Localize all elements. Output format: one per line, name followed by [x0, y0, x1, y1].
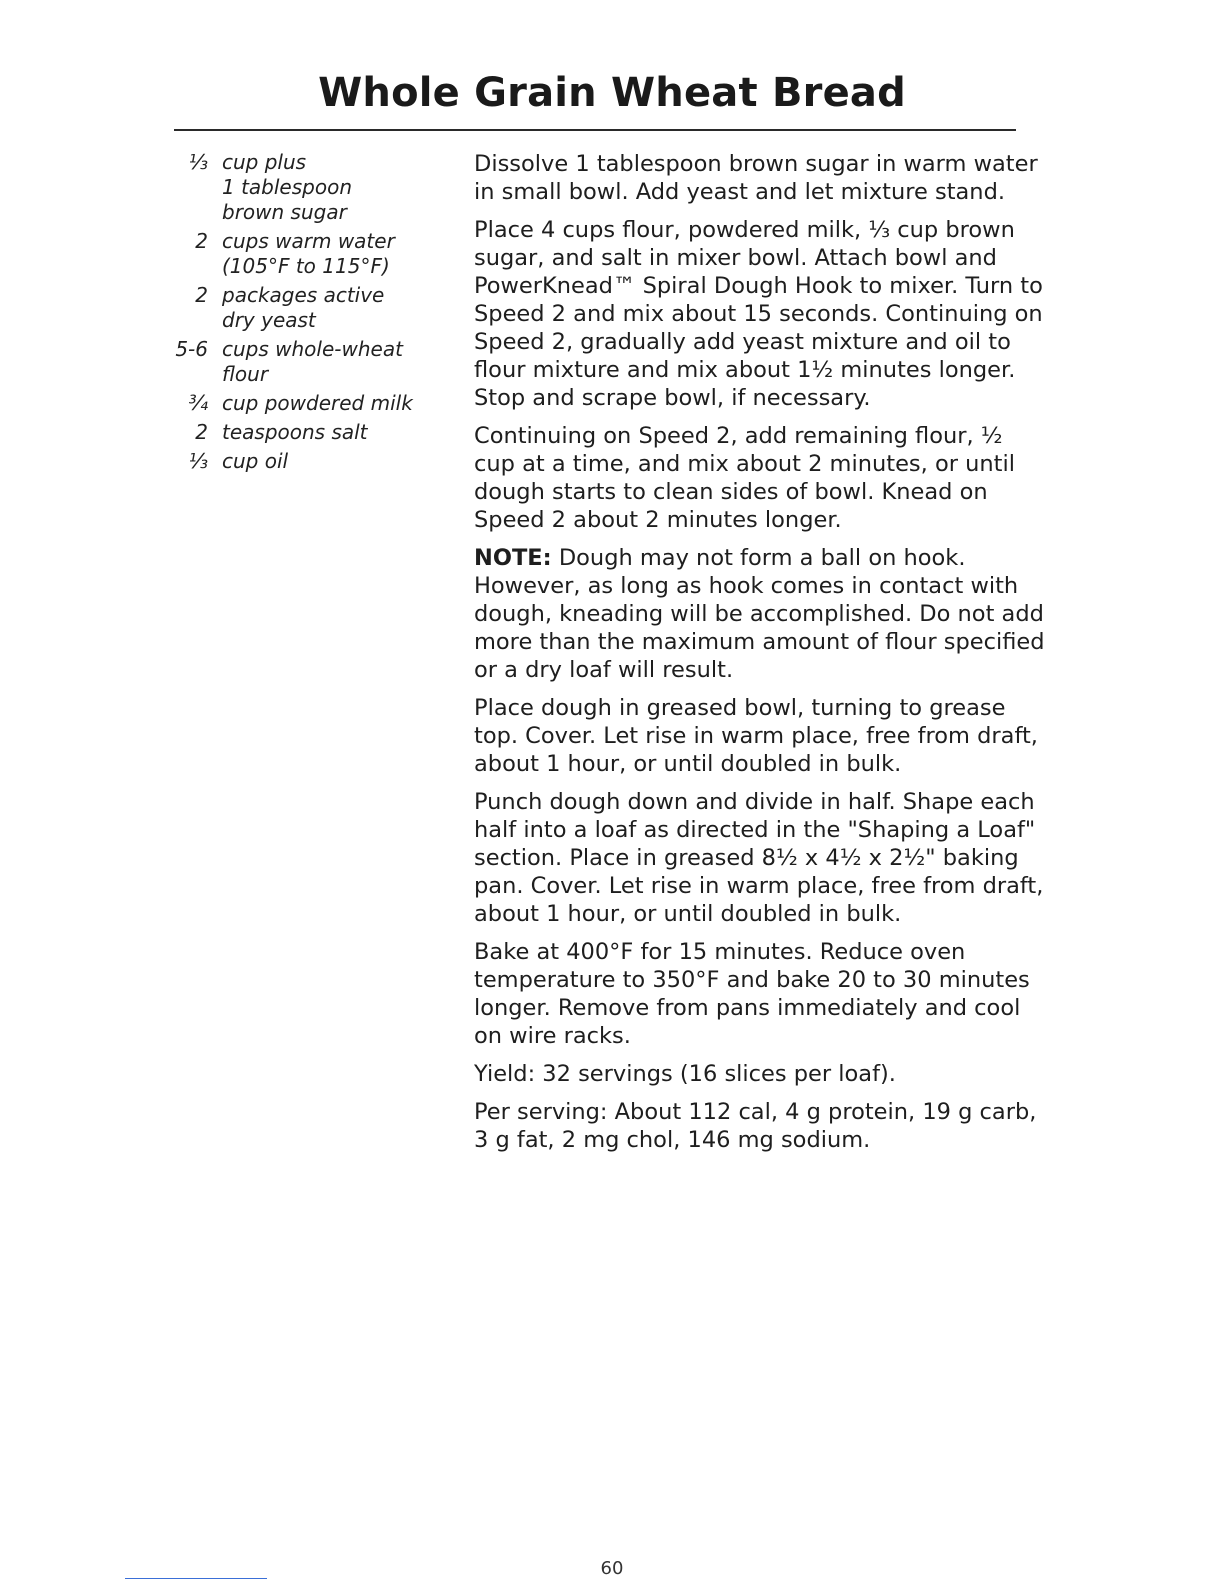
ingredient-item: [170, 229, 460, 279]
ingredient-quantity: 2: [195, 283, 208, 307]
direction-step-shape: Punch dough down and divide in half. Shape each half into a loaf as directed in the "Shaping a Loaf" section. Place in greased 8½ x 4½ x 2½" baking pan. Cover. Let rise in warm place, free from draft, about 1 hour, or until doubled in bulk.: [474, 789, 1044, 927]
ingredient-item: [170, 283, 460, 333]
note-label: NOTE:: [474, 545, 552, 571]
ingredients-list: [170, 150, 460, 478]
ingredient-description: cup plus 1 tablespoon brown sugar: [222, 150, 352, 224]
direction-step-knead: Continuing on Speed 2, add remaining flour, ½ cup at a time, and mix about 2 minutes, or until dough starts to clean sides of bowl. Knead on Speed 2 about 2 minutes longer.: [474, 423, 1015, 533]
direction-step-dissolve: Dissolve 1 tablespoon brown sugar in warm water in small bowl. Add yeast and let mixture stand.: [474, 151, 1038, 205]
recipe-yield: Yield: 32 servings (16 slices per loaf).: [474, 1061, 896, 1087]
ingredient-quantity: ¾: [188, 391, 208, 415]
directions: [474, 150, 1049, 1164]
note-text: Dough may not form a ball on hook. However, as long as hook comes in contact with dough, kneading will be accomplished. Do not add more than the maximum amount of flour specified or a dry loaf will result.: [474, 545, 1045, 683]
direction-step-bake: Bake at 400°F for 15 minutes. Reduce oven temperature to 350°F and bake 20 to 30 minutes longer. Remove from pans immediately and cool on wire racks.: [474, 939, 1030, 1049]
ingredient-description: cup powdered milk: [222, 391, 413, 415]
ingredient-quantity: ⅓: [188, 449, 208, 473]
ingredient-description: cup oil: [222, 449, 289, 473]
direction-step-rise: Place dough in greased bowl, turning to grease top. Cover. Let rise in warm place, free from draft, about 1 hour, or until doubled in bulk.: [474, 695, 1038, 777]
ingredient-item: [170, 337, 460, 387]
ingredient-item: [170, 391, 460, 416]
direction-note: [474, 544, 1049, 684]
ingredient-quantity: 2: [195, 229, 208, 253]
ingredient-description: cups warm water (105°F to 115°F): [222, 229, 395, 278]
ingredient-quantity: 5-6: [175, 337, 208, 361]
ingredient-description: packages active dry yeast: [222, 283, 385, 332]
direction-step-mix: Place 4 cups flour, powdered milk, ⅓ cup brown sugar, and salt in mixer bowl. Attach bowl and PowerKnead™ Spiral Dough Hook to mixer. Turn to Speed 2 and mix about 15 seconds. Continuing on Speed 2, gradually add yeast mixture and oil to flour mixture and mix about 1½ minutes longer. Stop and scrape bowl, if necessary.: [474, 217, 1043, 411]
page-number: 60: [600, 1558, 624, 1579]
ingredient-description: teaspoons salt: [222, 420, 368, 444]
ingredient-item: [170, 449, 460, 474]
scan-edge-line: [125, 1578, 267, 1579]
ingredient-item: [170, 420, 460, 445]
ingredient-description: cups whole-wheat flour: [222, 337, 403, 386]
ingredient-quantity: 2: [195, 420, 208, 444]
page-title: Whole Grain Wheat Bread: [318, 70, 906, 116]
title-divider: [174, 129, 1016, 131]
nutrition-info: Per serving: About 112 cal, 4 g protein, 19 g carb, 3 g fat, 2 mg chol, 146 mg sodium.: [474, 1099, 1037, 1153]
ingredient-item: [170, 150, 460, 225]
ingredient-quantity: ⅓: [188, 150, 208, 174]
